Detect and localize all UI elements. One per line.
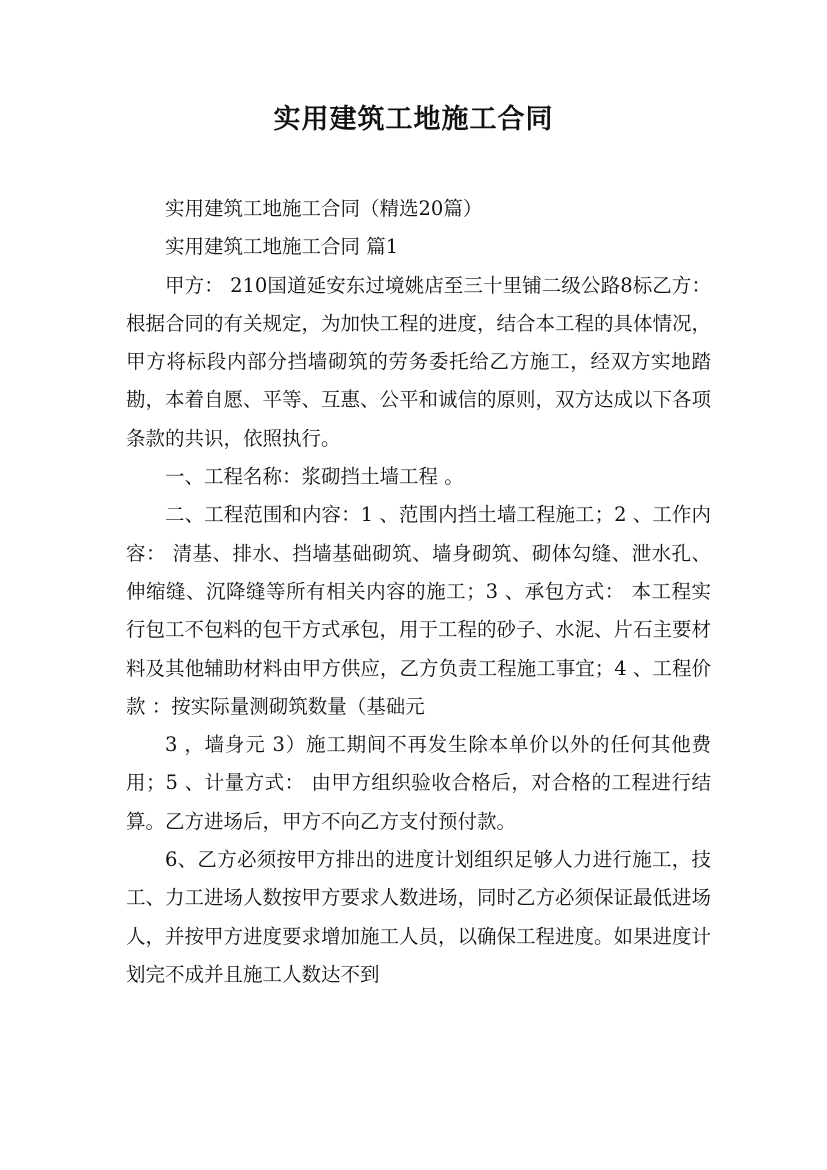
document-body (126, 190, 711, 994)
paragraph-pricing: 3 ，墙身元 3）施工期间不再发生除本单价以外的任何其他费用；5 、计量方式： 由甲方组织验收合格后，对合格的工程进行结算。乙方进场后，甲方不向乙方支付预付款。 (126, 733, 711, 833)
document-title: 实用建筑工地施工合同 (273, 104, 554, 135)
paragraph-scope: 二、工程范围和内容：1 、范围内挡土墙工程施工；2 、工作内容： 清基、排水、挡墙基础砌筑、墙身砌筑、砌体勾缝、泄水孔、伸缩缝、沉降缝等所有相关内容的施工；3 、承包方式： 本工程实行包工不包料的包干方式承包，用于工程的砂子、水泥、片石主要材料及其他辅助材料由甲方供应，乙方负责工程施工事宜；4 、工程价款 ：按实际量测砌筑数量（基础元 (126, 503, 712, 718)
paragraph-project-name: 一、工程名称：浆砌挡土墙工程 。 (165, 465, 464, 489)
paragraph-article-heading: 实用建筑工地施工合同 篇1 (165, 235, 399, 259)
paragraph-subtitle: 实用建筑工地施工合同（精选20篇） (165, 197, 483, 220)
paragraph-parties: 甲方： 210国道延安东过境姚店至三十里铺二级公路8标乙方：根据合同的有关规定，为加快工程的进度，结合本工程的具体情况，甲方将标段内部分挡墙砌筑的劳务委托给乙方施工，经双方实地踏勘，本着自愿、平等、互惠、公平和诚信的原则，双方达成以下各项条款的共识，依照执行。 (126, 273, 712, 450)
paragraph-schedule: 6、乙方必须按甲方排出的进度计划组织足够人力进行施工，技工、力工进场人数按甲方要求人数进场，同时乙方必须保证最低进场 人，并按甲方进度要求增加施工人员，以确保工程进度。如果进度计划完不成并且施工人数达不到 (126, 848, 712, 986)
